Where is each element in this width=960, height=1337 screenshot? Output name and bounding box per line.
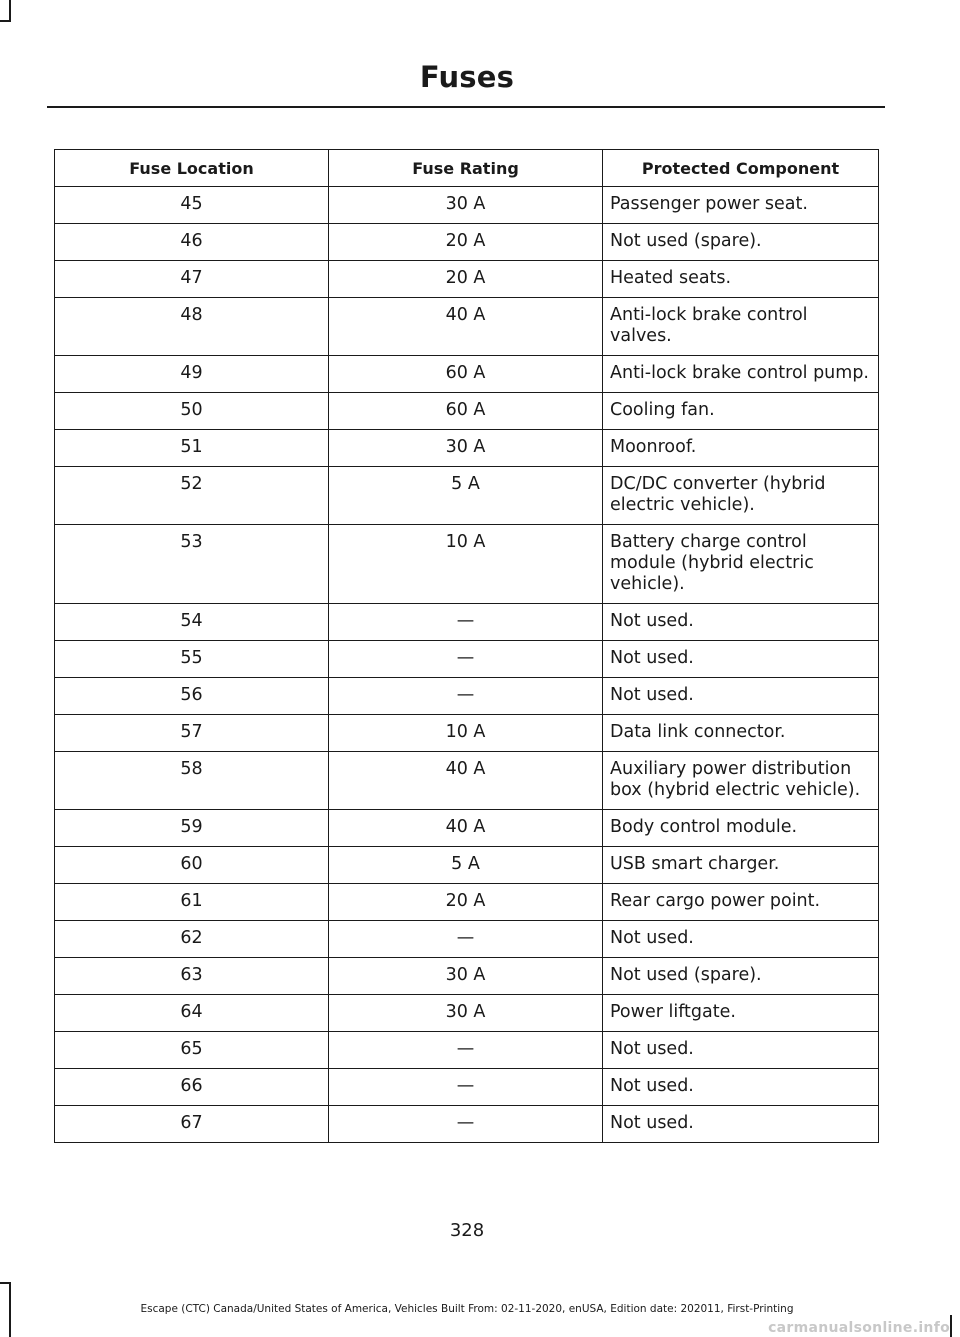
fuse-rating-cell: 30 A bbox=[329, 958, 603, 995]
fuse-rating-cell: 30 A bbox=[329, 995, 603, 1032]
table-row bbox=[55, 958, 879, 995]
table-row bbox=[55, 356, 879, 393]
table-row bbox=[55, 847, 879, 884]
page-number: 328 bbox=[449, 1220, 485, 1241]
fuse-rating-cell: 30 A bbox=[329, 430, 603, 467]
fuse-location-cell: 60 bbox=[55, 847, 329, 884]
protected-component-cell: Not used. bbox=[603, 678, 879, 715]
table-row bbox=[55, 604, 879, 641]
protected-component-cell: Data link connector. bbox=[603, 715, 879, 752]
protected-component-cell: Cooling fan. bbox=[603, 393, 879, 430]
table-row bbox=[55, 678, 879, 715]
watermark-logo: carmanualsonline.info bbox=[768, 1320, 950, 1336]
fuse-rating-cell: — bbox=[329, 641, 603, 678]
table-row bbox=[55, 393, 879, 430]
table-row bbox=[55, 995, 879, 1032]
fuse-rating-cell: — bbox=[329, 678, 603, 715]
table-row bbox=[55, 298, 879, 356]
fuse-rating-cell: 40 A bbox=[329, 752, 603, 810]
fuse-rating-cell: 20 A bbox=[329, 224, 603, 261]
fuse-location-cell: 50 bbox=[55, 393, 329, 430]
page-title: Fuses bbox=[419, 60, 515, 94]
fuse-location-cell: 49 bbox=[55, 356, 329, 393]
table-row bbox=[55, 715, 879, 752]
protected-component-cell: Not used. bbox=[603, 604, 879, 641]
fuse-location-cell: 65 bbox=[55, 1032, 329, 1069]
protected-component-cell: Not used. bbox=[603, 921, 879, 958]
fuse-location-cell: 56 bbox=[55, 678, 329, 715]
fuse-rating-cell: 10 A bbox=[329, 525, 603, 604]
table-row bbox=[55, 224, 879, 261]
protected-component-cell: Not used. bbox=[603, 1106, 879, 1143]
footer-text: Escape (CTC) Canada/United States of America, Vehicles Built From: 02-11-2020, enUSA, Edition date: 202011, First-Printing bbox=[140, 1303, 794, 1315]
protected-component-cell: Not used. bbox=[603, 1069, 879, 1106]
fuse-rating-cell: 5 A bbox=[329, 467, 603, 525]
fuse-location-cell: 51 bbox=[55, 430, 329, 467]
protected-component-cell: Not used. bbox=[603, 1032, 879, 1069]
table-row bbox=[55, 430, 879, 467]
header-fuse-rating: Fuse Rating bbox=[329, 150, 603, 187]
protected-component-cell: Not used (spare). bbox=[603, 224, 879, 261]
table-row bbox=[55, 187, 879, 224]
protected-component-cell: Anti-lock brake control valves. bbox=[603, 298, 879, 356]
fuse-rating-cell: 40 A bbox=[329, 298, 603, 356]
protected-component-cell: Power liftgate. bbox=[603, 995, 879, 1032]
fuse-location-cell: 55 bbox=[55, 641, 329, 678]
table-header-row bbox=[55, 150, 879, 187]
fuse-table-body bbox=[55, 187, 879, 1143]
fuse-location-cell: 62 bbox=[55, 921, 329, 958]
fuse-location-cell: 66 bbox=[55, 1069, 329, 1106]
crop-mark-top-left-h bbox=[0, 20, 11, 22]
fuse-location-cell: 67 bbox=[55, 1106, 329, 1143]
crop-mark-bottom-right-v bbox=[950, 1315, 952, 1337]
fuse-location-cell: 63 bbox=[55, 958, 329, 995]
fuse-rating-cell: — bbox=[329, 921, 603, 958]
fuse-rating-cell: 20 A bbox=[329, 261, 603, 298]
fuse-location-cell: 59 bbox=[55, 810, 329, 847]
protected-component-cell: Anti-lock brake control pump. bbox=[603, 356, 879, 393]
table-row bbox=[55, 1032, 879, 1069]
protected-component-cell: Battery charge control module (hybrid electric vehicle). bbox=[603, 525, 879, 604]
table-row bbox=[55, 752, 879, 810]
fuse-rating-cell: — bbox=[329, 1032, 603, 1069]
fuse-location-cell: 58 bbox=[55, 752, 329, 810]
protected-component-cell: Not used. bbox=[603, 641, 879, 678]
fuse-location-cell: 47 bbox=[55, 261, 329, 298]
table-row bbox=[55, 1106, 879, 1143]
fuse-location-cell: 48 bbox=[55, 298, 329, 356]
protected-component-cell: DC/DC converter (hybrid electric vehicle). bbox=[603, 467, 879, 525]
protected-component-cell: Rear cargo power point. bbox=[603, 884, 879, 921]
header-fuse-location: Fuse Location bbox=[55, 150, 329, 187]
table-row bbox=[55, 525, 879, 604]
protected-component-cell: Body control module. bbox=[603, 810, 879, 847]
fuse-table bbox=[54, 149, 879, 1143]
fuse-rating-cell: 30 A bbox=[329, 187, 603, 224]
table-row bbox=[55, 884, 879, 921]
protected-component-cell: Not used (spare). bbox=[603, 958, 879, 995]
table-row bbox=[55, 467, 879, 525]
header-protected-component: Protected Component bbox=[603, 150, 879, 187]
fuse-rating-cell: — bbox=[329, 1069, 603, 1106]
crop-mark-top-left-v bbox=[9, 0, 11, 21]
fuse-rating-cell: 20 A bbox=[329, 884, 603, 921]
protected-component-cell: Passenger power seat. bbox=[603, 187, 879, 224]
table-row bbox=[55, 810, 879, 847]
fuse-location-cell: 57 bbox=[55, 715, 329, 752]
crop-mark-bottom-left-h bbox=[0, 1282, 11, 1284]
table-row bbox=[55, 641, 879, 678]
fuse-location-cell: 54 bbox=[55, 604, 329, 641]
fuse-rating-cell: 40 A bbox=[329, 810, 603, 847]
protected-component-cell: Heated seats. bbox=[603, 261, 879, 298]
fuse-location-cell: 52 bbox=[55, 467, 329, 525]
protected-component-cell: USB smart charger. bbox=[603, 847, 879, 884]
fuse-rating-cell: — bbox=[329, 604, 603, 641]
fuse-rating-cell: 10 A bbox=[329, 715, 603, 752]
table-row bbox=[55, 921, 879, 958]
fuse-rating-cell: 60 A bbox=[329, 393, 603, 430]
fuse-location-cell: 53 bbox=[55, 525, 329, 604]
fuse-location-cell: 61 bbox=[55, 884, 329, 921]
title-divider bbox=[47, 106, 885, 108]
fuse-rating-cell: 60 A bbox=[329, 356, 603, 393]
fuse-rating-cell: 5 A bbox=[329, 847, 603, 884]
table-row bbox=[55, 1069, 879, 1106]
table-row bbox=[55, 261, 879, 298]
fuse-rating-cell: — bbox=[329, 1106, 603, 1143]
fuse-location-cell: 45 bbox=[55, 187, 329, 224]
fuse-location-cell: 46 bbox=[55, 224, 329, 261]
fuse-location-cell: 64 bbox=[55, 995, 329, 1032]
protected-component-cell: Auxiliary power distribution box (hybrid electric vehicle). bbox=[603, 752, 879, 810]
protected-component-cell: Moonroof. bbox=[603, 430, 879, 467]
